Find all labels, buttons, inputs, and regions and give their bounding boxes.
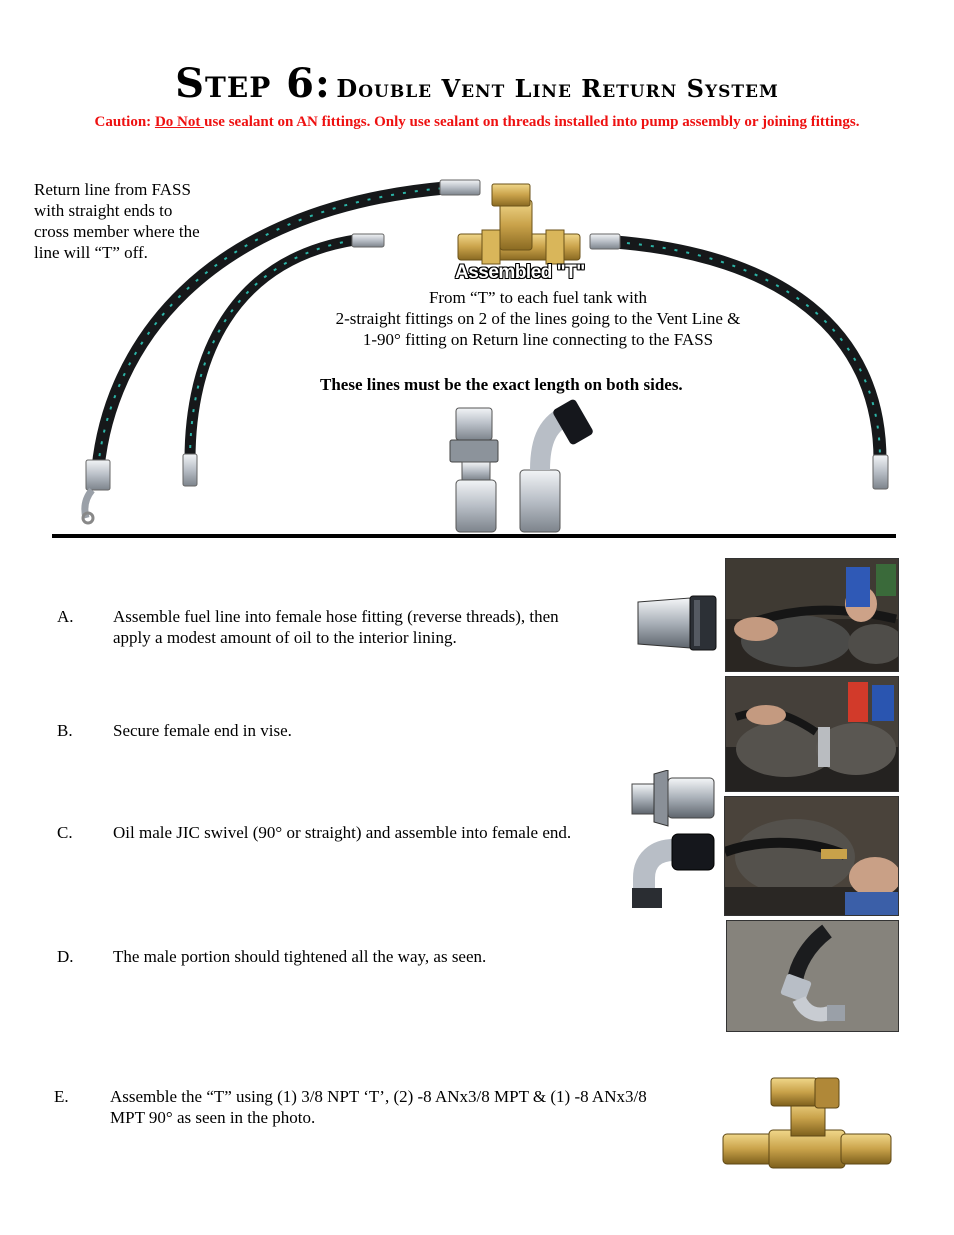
step-letter: A. xyxy=(57,607,74,626)
step-a-photo-art xyxy=(726,559,899,672)
step-letter: C. xyxy=(57,823,73,842)
caution-do-not: Do Not xyxy=(154,114,205,130)
step-b-photo xyxy=(725,676,899,792)
return-line-note: Return line from FASS with straight ends to cross member where the line will “T” off. xyxy=(34,180,200,262)
step-c-photo-art xyxy=(725,797,899,916)
title-main: Double Vent Line Return System xyxy=(336,74,779,103)
step-a-photo xyxy=(725,558,899,672)
jic-swivel-fittings-image xyxy=(628,770,720,910)
routing-note xyxy=(290,287,786,350)
routing-line-1: From “T” to each fuel tank with xyxy=(428,288,648,307)
step-text-line: Assemble fuel line into female hose fitting (reverse threads), then xyxy=(113,607,559,626)
step-text-line: The male portion should tightened all the way, as seen. xyxy=(113,947,487,966)
title-prefix: Step 6: xyxy=(175,60,331,107)
step-c-photo xyxy=(724,796,899,916)
step-d xyxy=(57,946,486,967)
step-b-photo-art xyxy=(726,677,899,792)
right-hose xyxy=(590,234,888,489)
step-text-line: apply a modest amount of oil to the interior lining. xyxy=(113,628,457,647)
section-divider xyxy=(52,534,896,538)
length-note: These lines must be the exact length on both sides. xyxy=(320,375,683,394)
step-letter: D. xyxy=(57,947,74,966)
page-title xyxy=(0,60,954,107)
ninety-degree-fitting-icon xyxy=(520,398,594,532)
t-fitting-photo xyxy=(719,1074,894,1174)
caution-label: Caution: xyxy=(94,114,155,130)
step-text-line: Secure female end in vise. xyxy=(113,721,292,740)
routing-line-2: 2-straight fittings on 2 of the lines going to the Vent Line & xyxy=(335,309,741,328)
assembled-t-label: Assembled "T" xyxy=(455,262,585,283)
caution-note xyxy=(0,114,954,131)
straight-fitting-icon xyxy=(450,408,498,532)
step-letter: E. xyxy=(54,1087,69,1106)
caution-rest: use sealant on AN fittings. Only use sealant on threads installed into pump assembly or joining fittings. xyxy=(204,114,860,130)
routing-line-3: 1-90° fitting on Return line connecting to the FASS xyxy=(362,330,714,349)
step-letter: B. xyxy=(57,721,73,740)
step-text-line: Oil male JIC swivel (90° or straight) and assemble into female end. xyxy=(113,823,572,842)
step-text-line: MPT 90° as seen in the photo. xyxy=(110,1108,316,1127)
step-e xyxy=(54,1086,710,1128)
female-hose-fitting-image xyxy=(634,592,720,654)
step-a xyxy=(57,606,633,648)
step-c xyxy=(57,822,571,843)
step-text-line: Assemble the “T” using (1) 3/8 NPT ‘T’, (2) -8 ANx3/8 MPT & (1) -8 ANx3/8 xyxy=(110,1087,647,1106)
assembled-t-fitting xyxy=(458,184,580,264)
step-b xyxy=(57,720,292,741)
step-d-photo xyxy=(726,920,899,1032)
step-d-photo-art xyxy=(727,921,899,1032)
